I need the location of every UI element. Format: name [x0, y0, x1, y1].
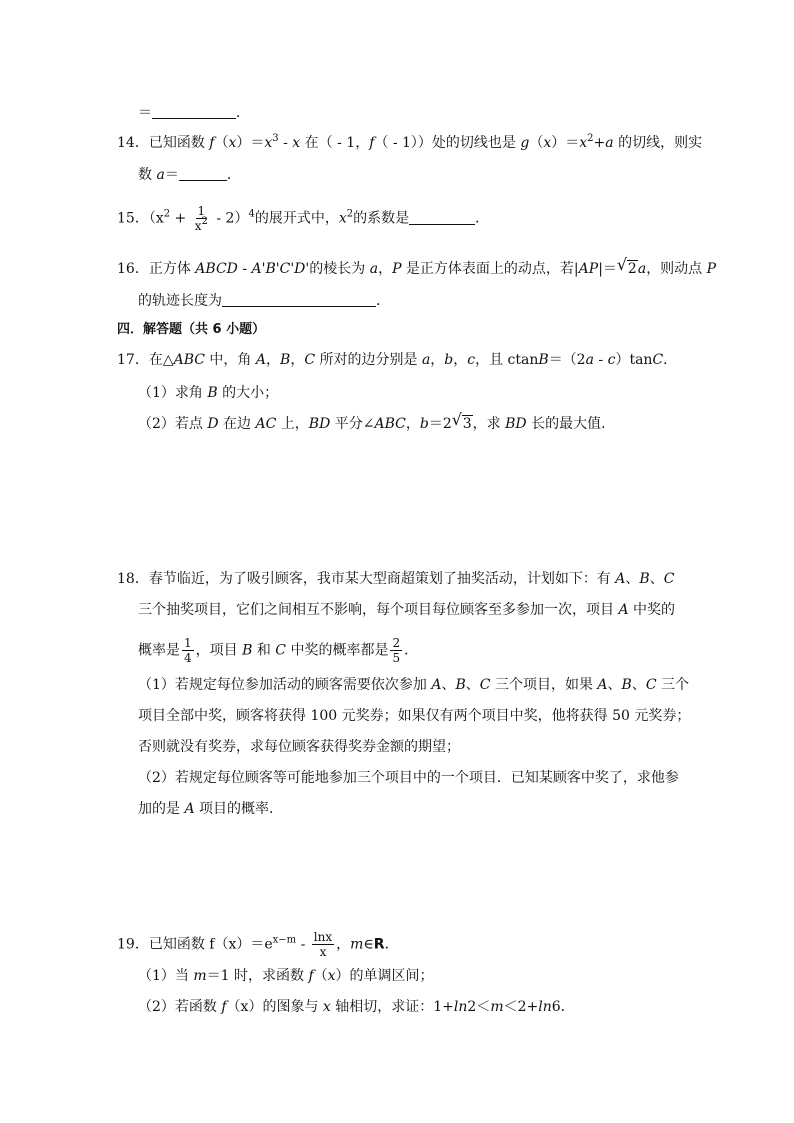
text: 上，	[276, 416, 309, 432]
denominator	[193, 216, 210, 233]
text: 的切线，则实	[613, 135, 703, 151]
var-f: f	[209, 135, 215, 151]
var-a: a	[156, 167, 165, 183]
var: BD	[308, 416, 331, 432]
var: f	[221, 999, 227, 1015]
text: ＝	[164, 167, 179, 183]
answer-blank[interactable]	[222, 290, 376, 307]
var-x: x	[292, 135, 301, 151]
real-set: R	[373, 936, 385, 953]
text: 三个	[656, 677, 689, 693]
text: （1）当	[138, 968, 194, 984]
numerator: lnx	[313, 930, 333, 944]
text: +	[170, 210, 187, 227]
text: 是正方体表面上的动点，若|	[401, 261, 579, 277]
exponent: 2	[163, 208, 171, 220]
var: m	[490, 999, 504, 1015]
text: 、	[625, 571, 640, 587]
var: f	[308, 968, 314, 984]
section-heading: 四．解答题（共 6 小题）	[117, 322, 266, 337]
denominator: 5	[392, 651, 401, 665]
text: 中奖的	[628, 602, 676, 618]
var: ln	[453, 999, 468, 1015]
text: ，	[430, 352, 445, 368]
text: +	[593, 135, 606, 151]
text: 、	[631, 677, 646, 693]
var: AC	[255, 416, 277, 432]
var: A	[597, 677, 608, 693]
text: （x	[148, 210, 164, 227]
text: ）的单调区间；	[335, 968, 434, 984]
question-number: 19．	[117, 936, 149, 953]
text: x	[194, 219, 202, 233]
sqrt-expression	[451, 410, 473, 434]
text: -	[278, 135, 293, 151]
text: ∈	[363, 936, 374, 953]
var: m	[350, 936, 364, 953]
text: ＝2	[428, 416, 452, 432]
var: a	[421, 352, 431, 368]
q17-line1	[117, 350, 677, 370]
text: -	[593, 352, 608, 368]
var: B	[538, 352, 549, 368]
text: 和	[252, 642, 276, 659]
var-x: x	[543, 135, 552, 151]
q13-answer-line	[138, 102, 250, 123]
question-number: 14．	[117, 135, 149, 151]
exponent: 4	[248, 208, 255, 220]
equals-sign: ＝	[138, 105, 152, 121]
var-x: x	[228, 135, 237, 151]
q16-line1	[117, 255, 717, 279]
text: （1）若规定每位参加活动的顾客需要依次参加	[138, 677, 432, 693]
var: b	[444, 352, 454, 368]
q18-part2-line1: （2）若规定每位顾客等可能地参加三个项目中的一个项目．已知某顾客中奖了，求他参	[138, 770, 679, 786]
text: （	[529, 135, 544, 151]
var: B	[639, 571, 650, 587]
var: b	[419, 416, 429, 432]
sqrt-icon: √	[451, 410, 462, 429]
var: BD	[505, 416, 527, 432]
var: C	[479, 677, 491, 693]
text: （x）的图象与	[226, 999, 323, 1015]
text: -	[296, 936, 310, 953]
q18-part1-line3: 否则就没有奖券，求每位顾客获得奖券金额的期望；	[138, 739, 460, 755]
period: ．	[475, 210, 490, 227]
q18-part1-line1	[138, 675, 689, 695]
text: 在（ - 1，	[300, 135, 370, 151]
var-p: P	[706, 261, 717, 277]
text: 加的是	[138, 801, 185, 817]
triangle-name: ABC	[173, 352, 205, 368]
var: a	[585, 352, 594, 368]
text: 正方体	[148, 261, 196, 277]
text: - 2）	[211, 210, 249, 227]
text: 已知函数	[148, 135, 210, 151]
numerator: 1	[184, 636, 192, 650]
text: ．	[663, 352, 678, 368]
text: （2）若点	[138, 416, 208, 432]
text: 轴相切，求证：1+	[330, 999, 454, 1015]
var: ln	[538, 999, 552, 1015]
text: ，	[405, 416, 420, 432]
text: 已知函数 f（x）＝e	[148, 936, 273, 953]
text: 的系数是	[353, 210, 410, 227]
text: （1）求角	[138, 385, 208, 401]
text: ＜2+	[503, 999, 539, 1015]
q17-part2	[138, 410, 616, 434]
text: 的轨迹长度为	[138, 293, 222, 309]
text: 2＜	[467, 999, 491, 1015]
var: C	[275, 642, 287, 659]
text: ．	[404, 642, 419, 659]
radicand: 3	[462, 416, 472, 432]
text: 的大小；	[217, 385, 279, 401]
var: B	[280, 352, 291, 368]
var: A	[184, 801, 195, 817]
answer-blank[interactable]	[152, 102, 236, 119]
var: x	[322, 999, 331, 1015]
text: 中奖的概率都是	[286, 642, 389, 659]
text: 中，角	[204, 352, 256, 368]
text: ，	[453, 352, 468, 368]
text: 、	[607, 677, 622, 693]
var: B	[455, 677, 466, 693]
q19-line1	[117, 930, 399, 959]
denominator: 4	[184, 651, 192, 665]
text: 平分∠	[330, 416, 375, 432]
period: ．	[376, 293, 390, 309]
q18-part2-line2	[138, 799, 283, 819]
text: ，求	[472, 416, 506, 432]
sqrt-expression	[616, 255, 638, 279]
text: ，	[266, 352, 281, 368]
text: 的展开式中，	[254, 210, 339, 227]
text: 的棱长为	[309, 261, 370, 277]
numerator: 2	[392, 636, 401, 650]
text: 三个抽奖项目，它们之间相互不影响，每个项目每位顾客至多参加一次，项目	[138, 602, 619, 618]
text: ）＝	[236, 135, 265, 151]
var-x: x	[338, 210, 347, 227]
text: ，	[290, 352, 305, 368]
period: ．	[236, 105, 250, 121]
text: 三个项目，如果	[490, 677, 598, 693]
text: ＝1 时，求函数	[206, 968, 309, 984]
var-a: a	[637, 261, 647, 277]
text: 概率是	[138, 642, 180, 659]
exponent: 2	[346, 208, 354, 220]
text: （ - 1））处的切线也是	[374, 135, 521, 151]
var: D	[207, 416, 219, 432]
text: 18．春节临近，为了吸引顾客，我市某大型商超策划了抽奖活动，计划如下：有	[117, 571, 616, 587]
numerator: 1	[197, 204, 206, 218]
var: A	[618, 602, 629, 618]
exponent: 2	[201, 216, 208, 227]
q14-line1	[117, 133, 702, 153]
text: ，且 ctan	[475, 352, 539, 368]
q19-part2	[138, 997, 575, 1017]
answer-blank[interactable]	[409, 208, 475, 225]
var: B	[207, 385, 218, 401]
text: 、	[649, 571, 664, 587]
fraction	[193, 204, 210, 233]
sqrt-icon: √	[616, 255, 628, 274]
text: ，	[336, 936, 351, 953]
var-g: g	[520, 135, 530, 151]
text: 6．	[551, 999, 575, 1015]
text: 、	[441, 677, 456, 693]
q19-part1	[138, 966, 434, 986]
exponent: x−m	[272, 934, 297, 946]
var: B	[621, 677, 632, 693]
text: ）tan	[615, 352, 653, 368]
var-f: f	[369, 135, 375, 151]
var: m	[193, 968, 207, 984]
text: 长的最大值．	[526, 416, 616, 432]
text: （2）若函数	[138, 999, 222, 1015]
var: C	[645, 677, 657, 693]
period: ．	[226, 167, 241, 183]
denominator: x	[319, 945, 327, 959]
text: 在边	[218, 416, 256, 432]
var: A	[615, 571, 626, 587]
q18-part1-line2: 项目全部中奖，顾客将获得 100 元奖券；如果仅有两个项目中奖，他将获得 50 元奖券；	[138, 708, 691, 724]
q14-line2	[138, 164, 241, 185]
var: C	[304, 352, 316, 368]
answer-blank[interactable]	[179, 164, 227, 181]
radicand: 2	[627, 261, 637, 277]
var-a: a	[369, 261, 379, 277]
var-p: P	[392, 261, 402, 277]
var: ABC	[374, 416, 406, 432]
text: ＝（2	[548, 352, 586, 368]
var: C	[663, 571, 675, 587]
var: C	[652, 352, 664, 368]
var-ap: AP	[578, 261, 599, 277]
q18-line3	[138, 636, 418, 665]
text: （	[214, 135, 229, 151]
question-number: 15．	[117, 210, 149, 227]
var: x	[327, 968, 336, 984]
text: ，项目	[195, 642, 243, 659]
fraction	[182, 636, 194, 665]
text: 项目的概率．	[194, 801, 284, 817]
text: 所对的边分别是	[315, 352, 422, 368]
var: c	[467, 352, 476, 368]
text: |＝	[598, 261, 617, 277]
question-number: 17．	[117, 352, 149, 368]
text: （	[313, 968, 328, 984]
exponent: 2	[587, 133, 594, 144]
q15-line	[117, 204, 489, 233]
q17-part1	[138, 383, 278, 403]
var-x: x	[264, 135, 273, 151]
question-number: 16．	[117, 261, 149, 277]
q16-line2	[138, 290, 390, 311]
text: 数	[138, 167, 157, 183]
var-x: x	[579, 135, 588, 151]
var-a: a	[605, 135, 614, 151]
text: ，	[378, 261, 393, 277]
var: B	[242, 642, 253, 659]
text: 在△	[148, 352, 174, 368]
text: 、	[465, 677, 480, 693]
fraction	[312, 930, 334, 959]
var: c	[607, 352, 616, 368]
exponent: 3	[272, 133, 279, 144]
cube-name: ABCD - A'B'C'D'	[195, 261, 310, 277]
var: A	[431, 677, 442, 693]
q18-line1	[117, 569, 674, 589]
text: ）＝	[551, 135, 580, 151]
text: ，则动点	[646, 261, 707, 277]
q18-line2	[138, 600, 675, 620]
fraction	[390, 636, 402, 665]
var: A	[255, 352, 267, 368]
text: ．	[384, 936, 399, 953]
